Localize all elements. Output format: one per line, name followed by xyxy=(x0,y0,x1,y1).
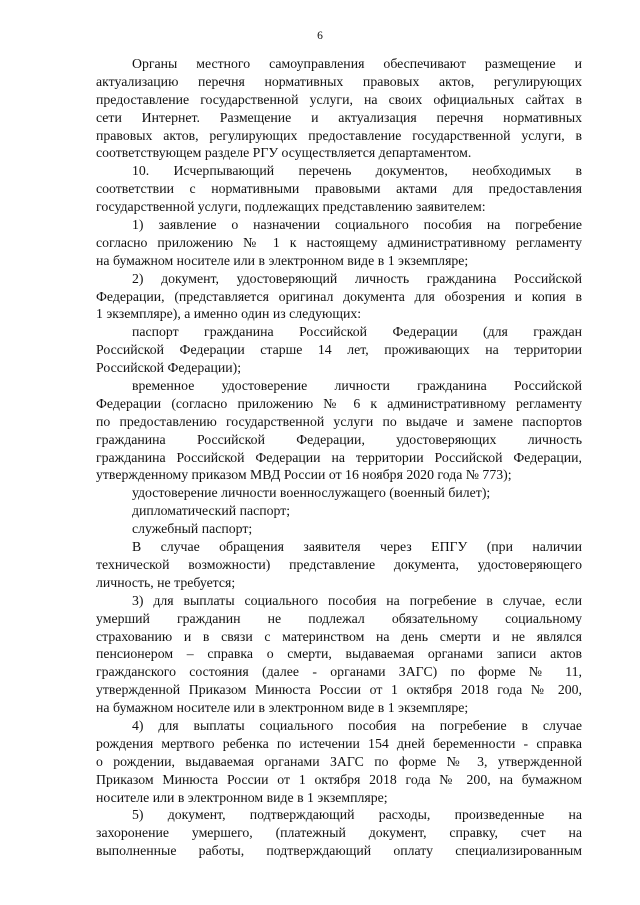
text-line: предоставление государственной услуги, на своих официальных сайтах в xyxy=(96,91,582,107)
text-line: утвержденному приказом МВД России от 16 ноября 2020 года № 773); xyxy=(96,467,512,483)
text-line: гражданина Российской Федерации на территории Российской Федерации, xyxy=(96,449,582,465)
text-line: на бумажном носителе или в электронном виде в 1 экземпляре; xyxy=(96,700,469,716)
text-line: актуализацию перечня нормативных правовых актов, регулирующих xyxy=(96,73,582,89)
text-line: на бумажном носителе или в электронном виде в 1 экземпляре; xyxy=(96,252,469,268)
text-line: 10. Исчерпывающий перечень документов, необходимых в xyxy=(132,163,582,179)
text-line: технической возможности) представление документа, удостоверяющего xyxy=(96,556,582,572)
text-line: Федерации (согласно приложению № 6 к административному регламенту xyxy=(96,395,582,411)
text-line: утвержденной Приказом Минюста России от 1 октября 2018 года № 200, xyxy=(96,682,582,698)
text-line: Российской Федерации старше 14 лет, проживающих на территории xyxy=(96,342,582,358)
text-line: выполненные работы, подтверждающий оплату специализированным xyxy=(96,843,582,859)
text-line: согласно приложению № 1 к настоящему административному регламенту xyxy=(96,234,582,250)
text-line: В случае обращения заявителя через ЕПГУ (при наличии xyxy=(132,539,582,555)
text-line: 2) документ, удостоверяющий личность гражданина Российской xyxy=(132,270,582,286)
text-line: соответствующем разделе РГУ осуществляется департаментом. xyxy=(96,145,472,161)
text-line: Органы местного самоуправления обеспечивают размещение и xyxy=(132,56,582,71)
text-line: захоронение умершего, (платежный документ, справку, счет на xyxy=(96,825,582,841)
text-line: Российской Федерации); xyxy=(96,360,242,376)
text-line: Федерации, (представляется оригинал документа для обозрения и копия в xyxy=(96,288,582,304)
text-line: 1) заявление о назначении социального пособия на погребение xyxy=(132,217,582,233)
text-line: соответствии с нормативными правовыми актами для предоставления xyxy=(96,181,582,197)
text-line: 3) для выплаты социального пособия на погребение в случае, если xyxy=(132,592,582,608)
document-body xyxy=(96,55,582,860)
text-line: паспорт гражданина Российской Федерации (для граждан xyxy=(132,324,582,340)
text-line: о рождении, выдаваемая органами ЗАГС по форме № 3, утвержденной xyxy=(96,753,582,769)
text-line: умерший гражданин не подлежал обязательному социальному xyxy=(96,610,582,626)
page-number: 6 xyxy=(317,30,323,42)
text-line: временное удостоверение личности гражданина Российской xyxy=(132,378,582,394)
text-line: правовых актов, регулирующих предоставление государственной услуги, в xyxy=(96,127,582,143)
text-line: носителе или в электронном виде в 1 экземпляре; xyxy=(96,789,388,805)
text-line: Приказом Минюста России от 1 октября 2018 года № 200, на бумажном xyxy=(96,771,582,787)
text-line: дипломатический паспорт; xyxy=(132,503,291,519)
text-line: 5) документ, подтверждающий расходы, произведенные на xyxy=(132,807,582,823)
text-line: страхованию и в связи с материнством на день смерти и не являлся xyxy=(96,628,582,644)
text-line: пенсионером – справка о смерти, выдаваемая органами записи актов xyxy=(96,646,582,662)
text-line: личность, не требуется; xyxy=(96,574,236,590)
text-line: служебный паспорт; xyxy=(132,521,253,537)
text-line: 4) для выплаты социального пособия на погребение в случае xyxy=(132,717,582,733)
text-line: 1 экземпляре), а именно один из следующих: xyxy=(96,306,362,322)
text-line: удостоверение личности военнослужащего (военный билет); xyxy=(132,485,491,501)
text-line: рождения мертвого ребенка по истечении 154 дней беременности - справка xyxy=(96,735,582,751)
text-line: гражданина Российской Федерации, удостоверяющих личность xyxy=(96,431,582,447)
text-line: государственной услуги, подлежащих представлению заявителем: xyxy=(96,199,486,215)
text-line: гражданского состояния (далее - органами ЗАГС) по форме № 11, xyxy=(96,664,582,680)
text-line: по предоставлению государственной услуги по выдаче и замене паспортов xyxy=(96,413,582,429)
text-line: сети Интернет. Размещение и актуализация перечня нормативных xyxy=(96,109,582,125)
